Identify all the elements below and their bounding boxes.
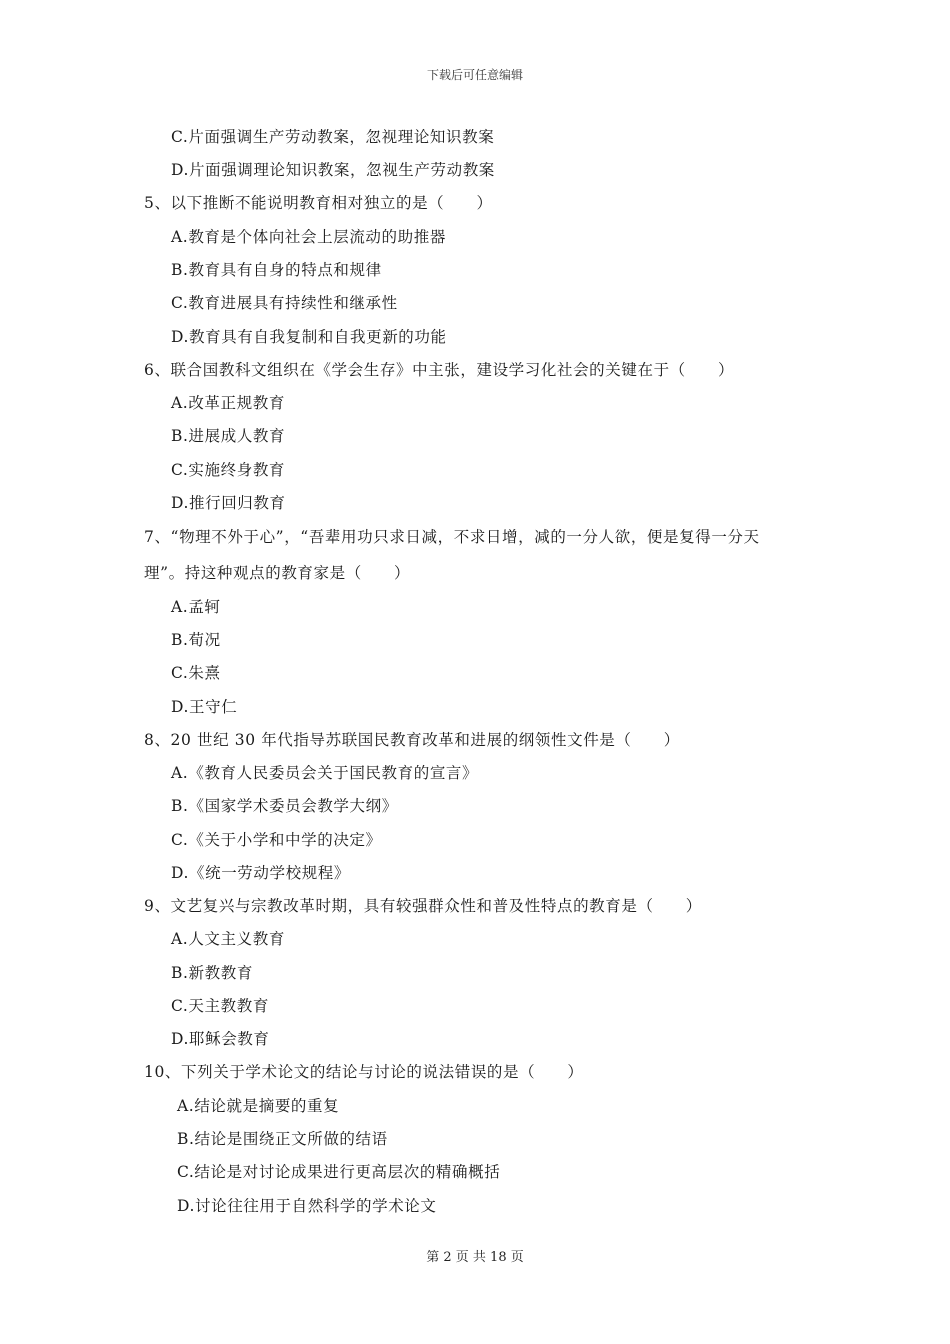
- option-q6-a: A.改革正规教育: [171, 394, 285, 412]
- option-q10-b: B.结论是围绕正文所做的结语: [177, 1130, 388, 1148]
- option-q8-c: C.《关于小学和中学的决定》: [171, 831, 382, 849]
- option-q8-b: B.《国家学术委员会教学大纲》: [171, 797, 398, 815]
- question-10: 10、下列关于学术论文的结论与讨论的说法错误的是（ ）: [144, 1063, 584, 1081]
- option-q6-d: D.推行回归教育: [171, 494, 286, 512]
- option-q7-b: B.荀况: [171, 631, 221, 649]
- question-6: 6、联合国教科文组织在《学会生存》中主张，建设学习化社会的关键在于（ ）: [144, 361, 735, 379]
- option-q10-d: D.讨论往往用于自然科学的学术论文: [177, 1197, 437, 1215]
- option-q8-a: A.《教育人民委员会关于国民教育的宣言》: [171, 764, 479, 782]
- option-q6-b: B.进展成人教育: [171, 427, 286, 445]
- question-8: 8、20 世纪 30 年代指导苏联国民教育改革和进展的纲领性文件是（ ）: [144, 731, 680, 749]
- option-q10-a: A.结论就是摘要的重复: [177, 1097, 340, 1115]
- option-q5-b: B.教育具有自身的特点和规律: [171, 261, 382, 279]
- question-5: 5、以下推断不能说明教育相对独立的是（ ）: [144, 194, 493, 212]
- option-q9-b: B.新教教育: [171, 964, 253, 982]
- option-q6-c: C.实施终身教育: [171, 461, 286, 479]
- question-9: 9、文艺复兴与宗教改革时期，具有较强群众性和普及性特点的教育是（ ）: [144, 897, 702, 915]
- option-q7-a: A.孟轲: [171, 598, 221, 616]
- question-7-line-2: 理”。持这种观点的教育家是（ ）: [144, 564, 411, 582]
- option-q5-c: C.教育进展具有持续性和继承性: [171, 294, 398, 312]
- question-7-line-1: 7、“物理不外于心”，“吾辈用功只求日减，不求日增，减的一分人欲，便是复得一分天: [144, 528, 760, 546]
- option-q7-c: C.朱熹: [171, 664, 221, 682]
- option-q8-d: D.《统一劳动学校规程》: [171, 864, 351, 882]
- page-header: 下载后可任意编辑: [426, 68, 523, 82]
- option-q5-a: A.教育是个体向社会上层流动的助推器: [171, 228, 446, 246]
- option-q4-c: C.片面强调生产劳动教案，忽视理论知识教案: [171, 128, 495, 146]
- option-q9-a: A.人文主义教育: [171, 930, 285, 948]
- option-q5-d: D.教育具有自我复制和自我更新的功能: [171, 328, 447, 346]
- option-q7-d: D.王守仁: [171, 698, 238, 716]
- option-q4-d: D.片面强调理论知识教案，忽视生产劳动教案: [171, 161, 495, 179]
- page-footer: 第 2 页 共 18 页: [426, 1250, 524, 1265]
- option-q10-c: C.结论是对讨论成果进行更高层次的精确概括: [177, 1163, 501, 1181]
- option-q9-d: D.耶稣会教育: [171, 1030, 270, 1048]
- option-q9-c: C.天主教教育: [171, 997, 269, 1015]
